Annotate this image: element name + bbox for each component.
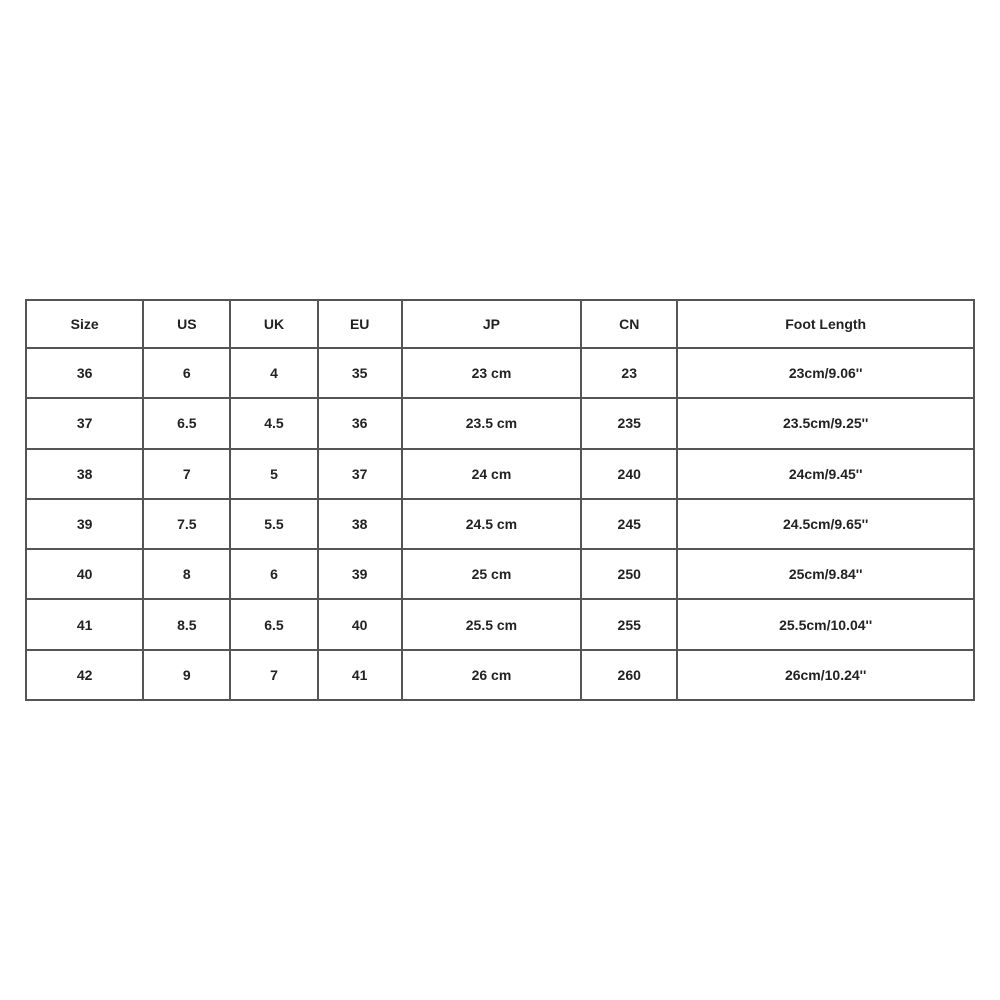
cell-uk: 6 <box>230 549 317 599</box>
cell-uk: 6.5 <box>230 599 317 649</box>
table-row <box>26 449 974 499</box>
cell-us: 7.5 <box>143 499 230 549</box>
cell-cn: 245 <box>581 499 677 549</box>
cell-uk: 7 <box>230 650 317 700</box>
cell-cn: 255 <box>581 599 677 649</box>
cell-foot-length: 24.5cm/9.65'' <box>677 499 974 549</box>
table-row <box>26 348 974 398</box>
table-row <box>26 650 974 700</box>
header-us: US <box>143 300 230 348</box>
cell-size: 39 <box>26 499 143 549</box>
cell-us: 9 <box>143 650 230 700</box>
cell-jp: 26 cm <box>402 650 581 700</box>
header-eu: EU <box>318 300 402 348</box>
cell-foot-length: 23cm/9.06'' <box>677 348 974 398</box>
cell-uk: 4 <box>230 348 317 398</box>
cell-us: 8.5 <box>143 599 230 649</box>
cell-cn: 240 <box>581 449 677 499</box>
size-chart-table <box>25 299 975 701</box>
cell-foot-length: 24cm/9.45'' <box>677 449 974 499</box>
table-row <box>26 549 974 599</box>
cell-foot-length: 25.5cm/10.04'' <box>677 599 974 649</box>
cell-us: 7 <box>143 449 230 499</box>
cell-jp: 25 cm <box>402 549 581 599</box>
cell-eu: 36 <box>318 398 402 448</box>
cell-size: 37 <box>26 398 143 448</box>
cell-size: 36 <box>26 348 143 398</box>
header-jp: JP <box>402 300 581 348</box>
cell-size: 41 <box>26 599 143 649</box>
header-foot-length: Foot Length <box>677 300 974 348</box>
cell-eu: 38 <box>318 499 402 549</box>
cell-uk: 5.5 <box>230 499 317 549</box>
cell-uk: 5 <box>230 449 317 499</box>
cell-size: 40 <box>26 549 143 599</box>
cell-uk: 4.5 <box>230 398 317 448</box>
cell-jp: 23.5 cm <box>402 398 581 448</box>
cell-foot-length: 26cm/10.24'' <box>677 650 974 700</box>
cell-size: 38 <box>26 449 143 499</box>
table-row <box>26 499 974 549</box>
header-cn: CN <box>581 300 677 348</box>
cell-us: 8 <box>143 549 230 599</box>
cell-cn: 23 <box>581 348 677 398</box>
cell-eu: 37 <box>318 449 402 499</box>
cell-jp: 25.5 cm <box>402 599 581 649</box>
cell-jp: 24 cm <box>402 449 581 499</box>
cell-us: 6 <box>143 348 230 398</box>
header-size: Size <box>26 300 143 348</box>
cell-us: 6.5 <box>143 398 230 448</box>
header-uk: UK <box>230 300 317 348</box>
cell-jp: 23 cm <box>402 348 581 398</box>
cell-foot-length: 25cm/9.84'' <box>677 549 974 599</box>
cell-cn: 250 <box>581 549 677 599</box>
cell-foot-length: 23.5cm/9.25'' <box>677 398 974 448</box>
cell-eu: 41 <box>318 650 402 700</box>
cell-size: 42 <box>26 650 143 700</box>
table-row <box>26 398 974 448</box>
cell-cn: 260 <box>581 650 677 700</box>
cell-jp: 24.5 cm <box>402 499 581 549</box>
table-header-row <box>26 300 974 348</box>
table-row <box>26 599 974 649</box>
cell-eu: 35 <box>318 348 402 398</box>
cell-eu: 39 <box>318 549 402 599</box>
cell-cn: 235 <box>581 398 677 448</box>
cell-eu: 40 <box>318 599 402 649</box>
